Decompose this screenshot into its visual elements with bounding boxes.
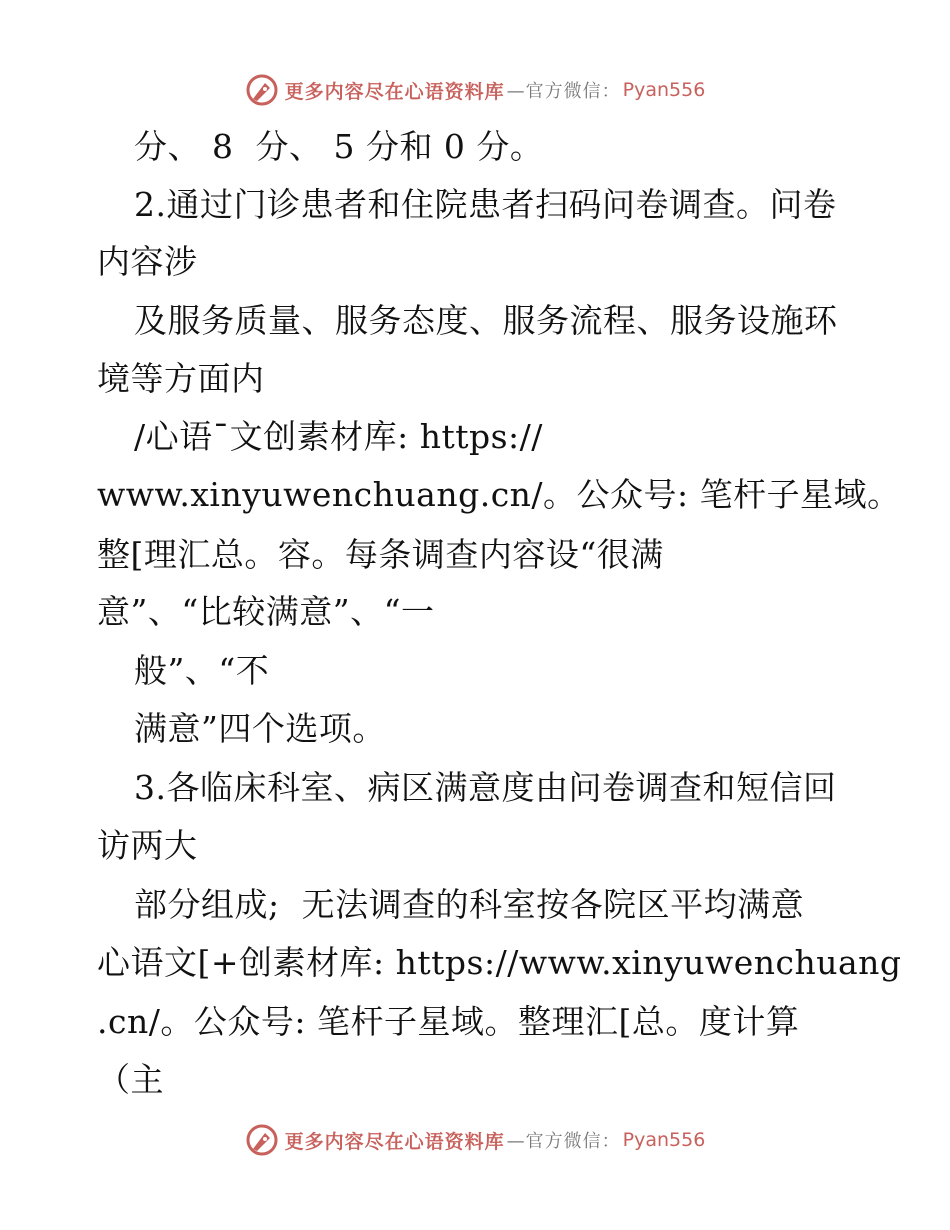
text-line: www.xinyuwenchuang.cn/。公众号: 笔杆子星域。 [97,475,901,514]
banner-sub-text: —官方微信： [506,81,621,102]
pen-nib-logo-icon [245,1123,279,1157]
text-line: 及服务质量、服务态度、服务流程、服务设施环 [134,301,838,340]
text-line: 心语文[+创素材库: https://www.xinyuwenchuang [97,943,902,982]
text-line: .cn/。公众号: 笔杆子星域。整理汇[总。度计算 [97,1002,800,1041]
banner-wechat-id: Pyan556 [622,1129,706,1151]
text-line: 2.通过门诊患者和住院患者扫码问卷调查。问卷 [134,185,837,224]
header-watermark-banner [0,72,950,108]
text-line: 访两大 [97,826,198,865]
text-line: 分、 8 分、 5 分和 0 分。 [134,127,544,166]
banner-main-text: 更多内容尽在心语资料库 [284,80,505,103]
banner-wechat-id: Pyan556 [622,79,706,101]
pen-nib-logo-icon [245,73,279,107]
text-line: 3.各临床科室、病区满意度由问卷调查和短信回 [134,768,837,807]
text-line: 境等方面内 [97,359,265,398]
text-line: /心语¯文创素材库: https:// [134,417,543,456]
text-line: 内容涉 [97,242,198,281]
text-line: 部分组成; 无法调查的科室按各院区平均满意 [134,885,805,924]
banner-sub-text: —官方微信： [506,1131,621,1152]
footer-watermark-banner [0,1122,950,1158]
text-line: 意”、“比较满意”、“一 [97,592,435,631]
text-line: 满意”四个选项。 [134,709,386,748]
text-line: （主 [97,1060,164,1099]
banner-main-text: 更多内容尽在心语资料库 [284,1130,505,1153]
text-line: 整[理汇总。容。每条调查内容设“很满 [97,535,664,574]
text-line: 般”、“不 [134,651,270,690]
